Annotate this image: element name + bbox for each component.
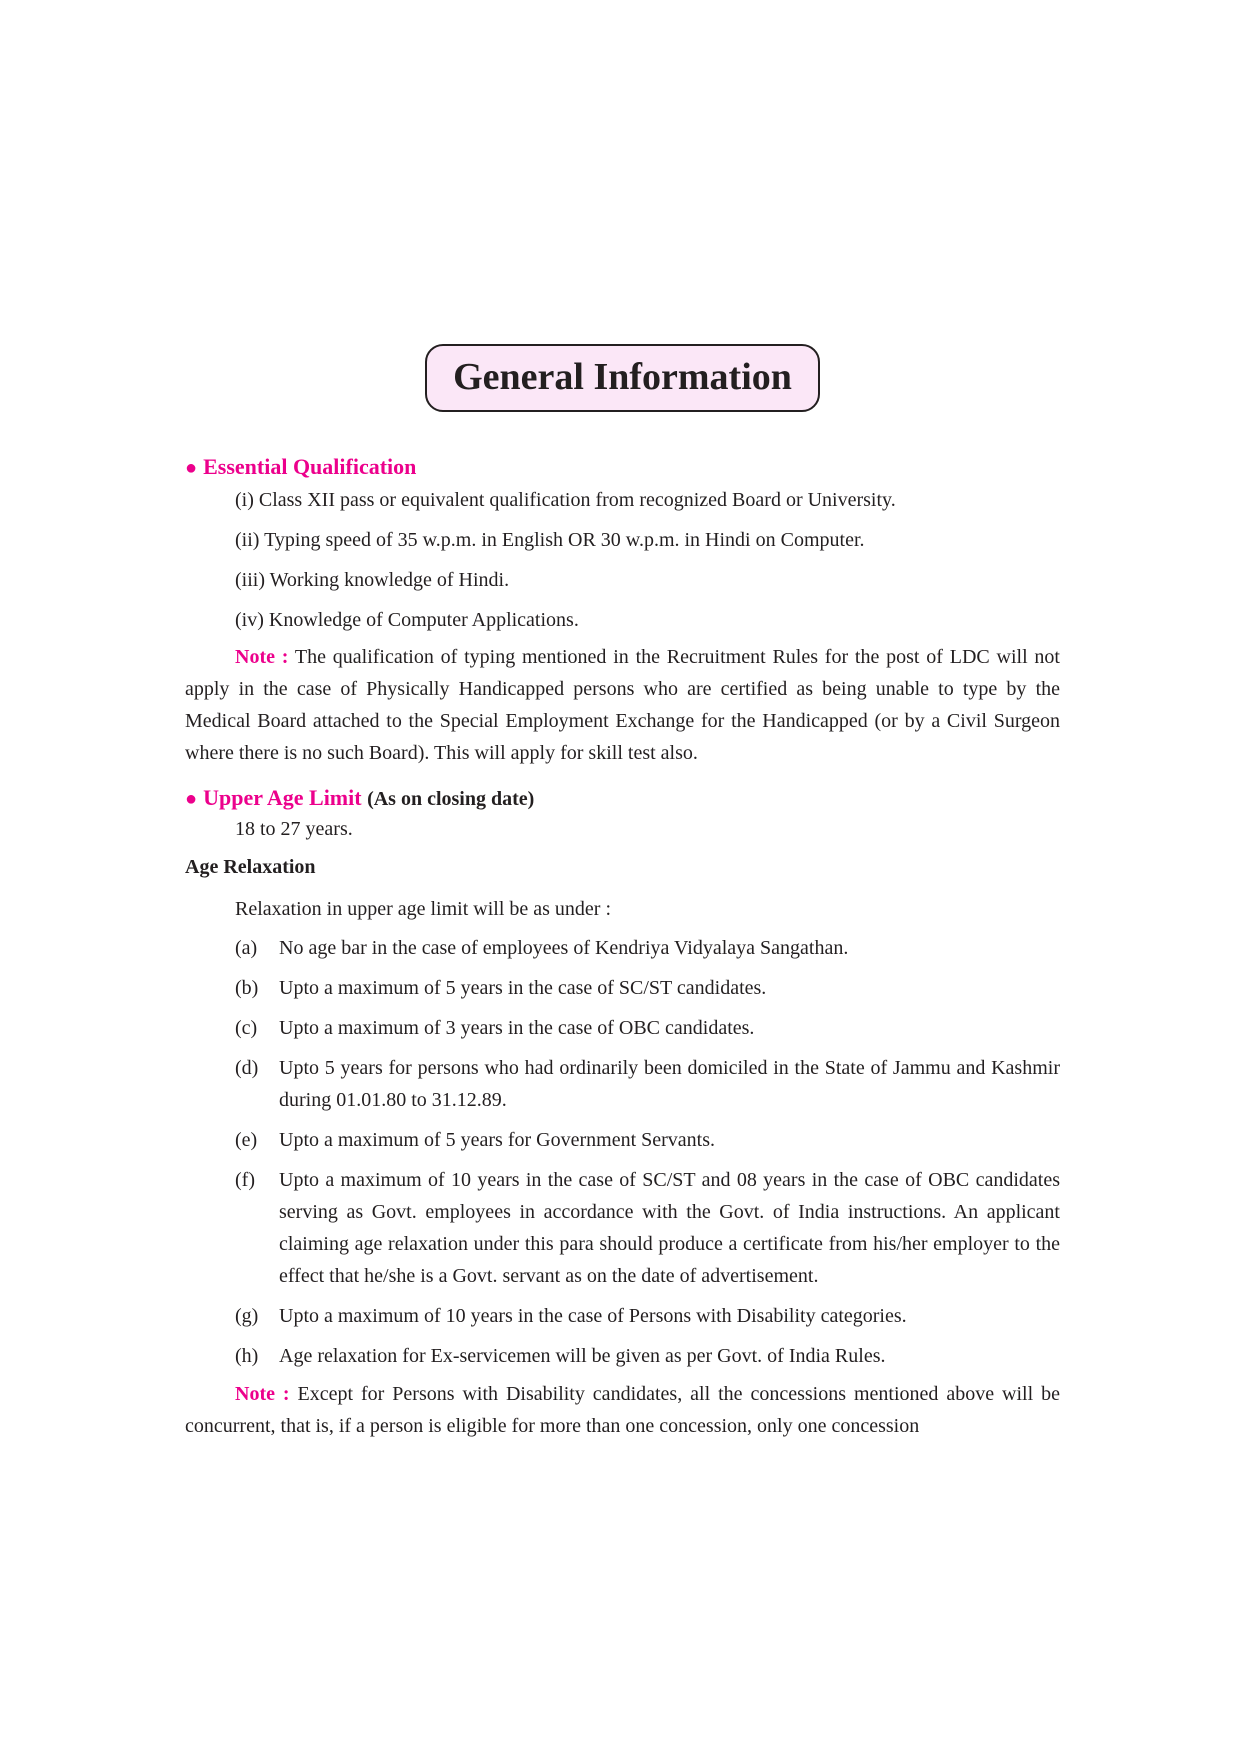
bullet-icon: ●	[185, 788, 198, 810]
note-text: The qualification of typing mentioned in the Recruitment Rules for the post of LDC will not apply in the case of Physically Handicapped persons who are certified as being unable to type by the Medical Board attached to the Special Employment Exchange for the Handicapped (or by a Civil Surgeon where there is no such Board). This will apply for skill test also.	[185, 646, 1060, 764]
list-item-text: Upto a maximum of 3 years in the case of OBC candidates.	[279, 1017, 755, 1039]
note-label: Note :	[235, 646, 289, 668]
list-item	[185, 1012, 1060, 1044]
list-item-text: Upto a maximum of 5 years in the case of SC/ST candidates.	[279, 977, 767, 999]
list-marker: (b)	[235, 977, 259, 999]
list-marker: (e)	[235, 1129, 258, 1151]
list-item-text: Upto 5 years for persons who had ordinarily been domiciled in the State of Jammu and Kashmir during 01.01.80 to 31.12.89.	[279, 1057, 1060, 1111]
note-text: Except for Persons with Disability candidates, all the concessions mentioned above will be concurrent, that is, if a person is eligible for more than one concession, only one concession	[185, 1383, 1060, 1437]
list-item	[185, 1124, 1060, 1156]
upper-age-limit-heading	[185, 783, 1060, 814]
list-marker: (a)	[235, 937, 258, 959]
list-item	[185, 1052, 1060, 1116]
relaxation-note	[185, 1378, 1060, 1442]
qualification-item: (iii) Working knowledge of Hindi.	[235, 569, 510, 591]
bullet-icon: ●	[185, 457, 198, 479]
list-marker: (c)	[235, 1017, 258, 1039]
list-item	[185, 972, 1060, 1004]
essential-qualification-label: Essential Qualification	[203, 454, 417, 479]
list-item	[185, 1164, 1060, 1292]
list-marker: (h)	[235, 1345, 259, 1367]
list-marker: (d)	[235, 1057, 259, 1079]
note-label: Note :	[235, 1383, 290, 1405]
list-item	[185, 932, 1060, 964]
list-item-text: Upto a maximum of 5 years for Government Servants.	[279, 1129, 716, 1151]
list-item-text: No age bar in the case of employees of Kendriya Vidyalaya Sangathan.	[279, 937, 849, 959]
document-page	[185, 344, 1060, 1442]
closing-date-qualifier: (As on closing date)	[367, 788, 535, 810]
qualification-item: (iv) Knowledge of Computer Applications.	[235, 609, 579, 631]
list-item-text: Age relaxation for Ex-servicemen will be given as per Govt. of India Rules.	[279, 1345, 886, 1367]
upper-age-limit-label: Upper Age Limit	[203, 785, 362, 810]
age-relaxation-heading: Age Relaxation	[185, 856, 316, 878]
list-item-text: Upto a maximum of 10 years in the case of Persons with Disability categories.	[279, 1305, 907, 1327]
list-marker: (f)	[235, 1169, 255, 1191]
page-title: General Information	[425, 344, 820, 412]
age-range-value: 18 to 27 years.	[235, 818, 353, 840]
title-wrap	[185, 344, 1060, 412]
list-item	[185, 1300, 1060, 1332]
essential-qualification-heading	[185, 452, 1060, 483]
qualification-note	[185, 641, 1060, 769]
relaxation-list	[185, 932, 1060, 1372]
age-relaxation-intro: Relaxation in upper age limit will be as under :	[235, 898, 612, 920]
qualification-item: (i) Class XII pass or equivalent qualification from recognized Board or University.	[235, 489, 896, 511]
list-item	[185, 1340, 1060, 1372]
list-marker: (g)	[235, 1305, 259, 1327]
list-item-text: Upto a maximum of 10 years in the case of SC/ST and 08 years in the case of OBC candidates serving as Govt. employees in accordance with the Govt. of India instructions. An applicant claiming age relaxation under this para should produce a certificate from his/her employer to the effect that he/she is a Govt. servant as on the date of advertisement.	[279, 1169, 1060, 1287]
qualification-item: (ii) Typing speed of 35 w.p.m. in English OR 30 w.p.m. in Hindi on Computer.	[235, 529, 865, 551]
